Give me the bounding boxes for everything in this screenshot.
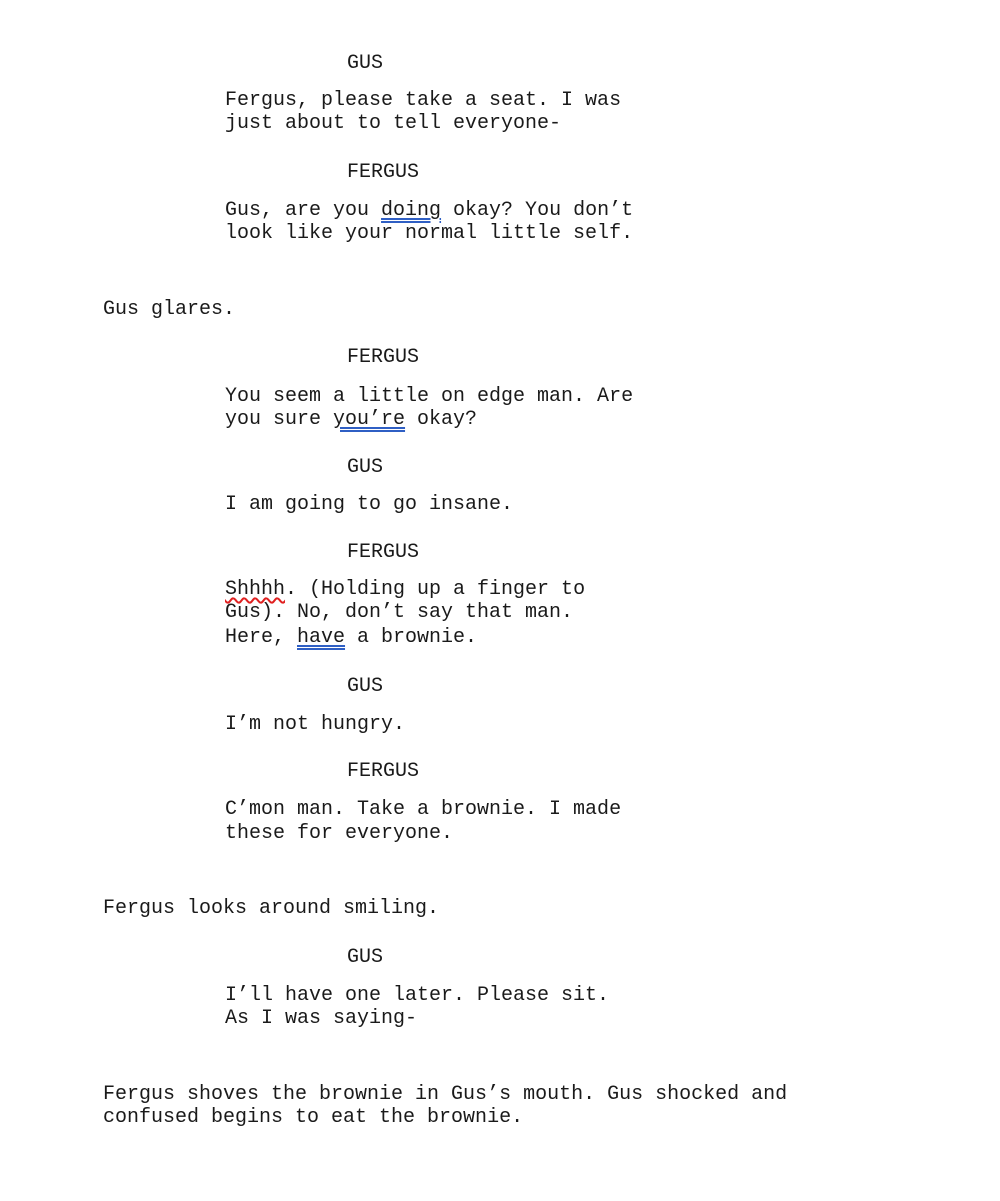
dialogue-line: As I was saying- <box>225 1007 418 1030</box>
dialogue-line <box>225 578 585 602</box>
action-line: confused begins to eat the brownie. <box>103 1106 524 1129</box>
spelling-flagged-word[interactable]: Shhhh <box>225 578 286 601</box>
dialogue-line: Gus). No, don’t say that man. <box>225 601 574 624</box>
character-name-fergus: FERGUS <box>347 346 420 369</box>
dialogue-line <box>225 199 633 223</box>
dialogue-text: a brownie. <box>345 626 478 649</box>
character-name-fergus: FERGUS <box>347 541 420 564</box>
dialogue-line: look like your normal little self. <box>225 222 634 245</box>
dialogue-line: I am going to go insane. <box>225 493 514 516</box>
dialogue-line <box>225 626 477 650</box>
dialogue-line: C’mon man. Take a brownie. I made <box>225 798 622 821</box>
dialogue-line: I’ll have one later. Please sit. <box>225 984 610 1007</box>
grammar-flagged-word[interactable]: you’re <box>333 408 406 431</box>
character-name-fergus: FERGUS <box>347 161 420 184</box>
action-line: Fergus looks around smiling. <box>103 897 440 920</box>
dialogue-line: You seem a little on edge man. Are <box>225 385 634 408</box>
grammar-flagged-word[interactable]: have <box>297 626 346 649</box>
action-line: Gus glares. <box>103 298 236 321</box>
dialogue-text: you sure <box>225 408 334 431</box>
dialogue-text: . (Holding up a finger to <box>285 578 586 601</box>
dialogue-text: Here, <box>225 626 298 649</box>
dialogue-line: these for everyone. <box>225 822 454 845</box>
dialogue-line: just about to tell everyone- <box>225 112 562 135</box>
character-name-fergus: FERGUS <box>347 760 420 783</box>
grammar-flagged-word[interactable]: doing <box>381 199 442 222</box>
dialogue-text: Gus, are you <box>225 199 382 222</box>
action-line: Fergus shoves the brownie in Gus’s mouth. Gus shocked and <box>103 1083 788 1106</box>
dialogue-line: Fergus, please take a seat. I was <box>225 89 622 112</box>
dialogue-text: okay? <box>405 408 478 431</box>
character-name-gus: GUS <box>347 946 384 969</box>
dialogue-text: okay? You don’t <box>441 199 634 222</box>
character-name-gus: GUS <box>347 675 384 698</box>
dialogue-line: I’m not hungry. <box>225 713 406 736</box>
character-name-gus: GUS <box>347 52 384 75</box>
dialogue-line <box>225 408 477 432</box>
character-name-gus: GUS <box>347 456 384 479</box>
